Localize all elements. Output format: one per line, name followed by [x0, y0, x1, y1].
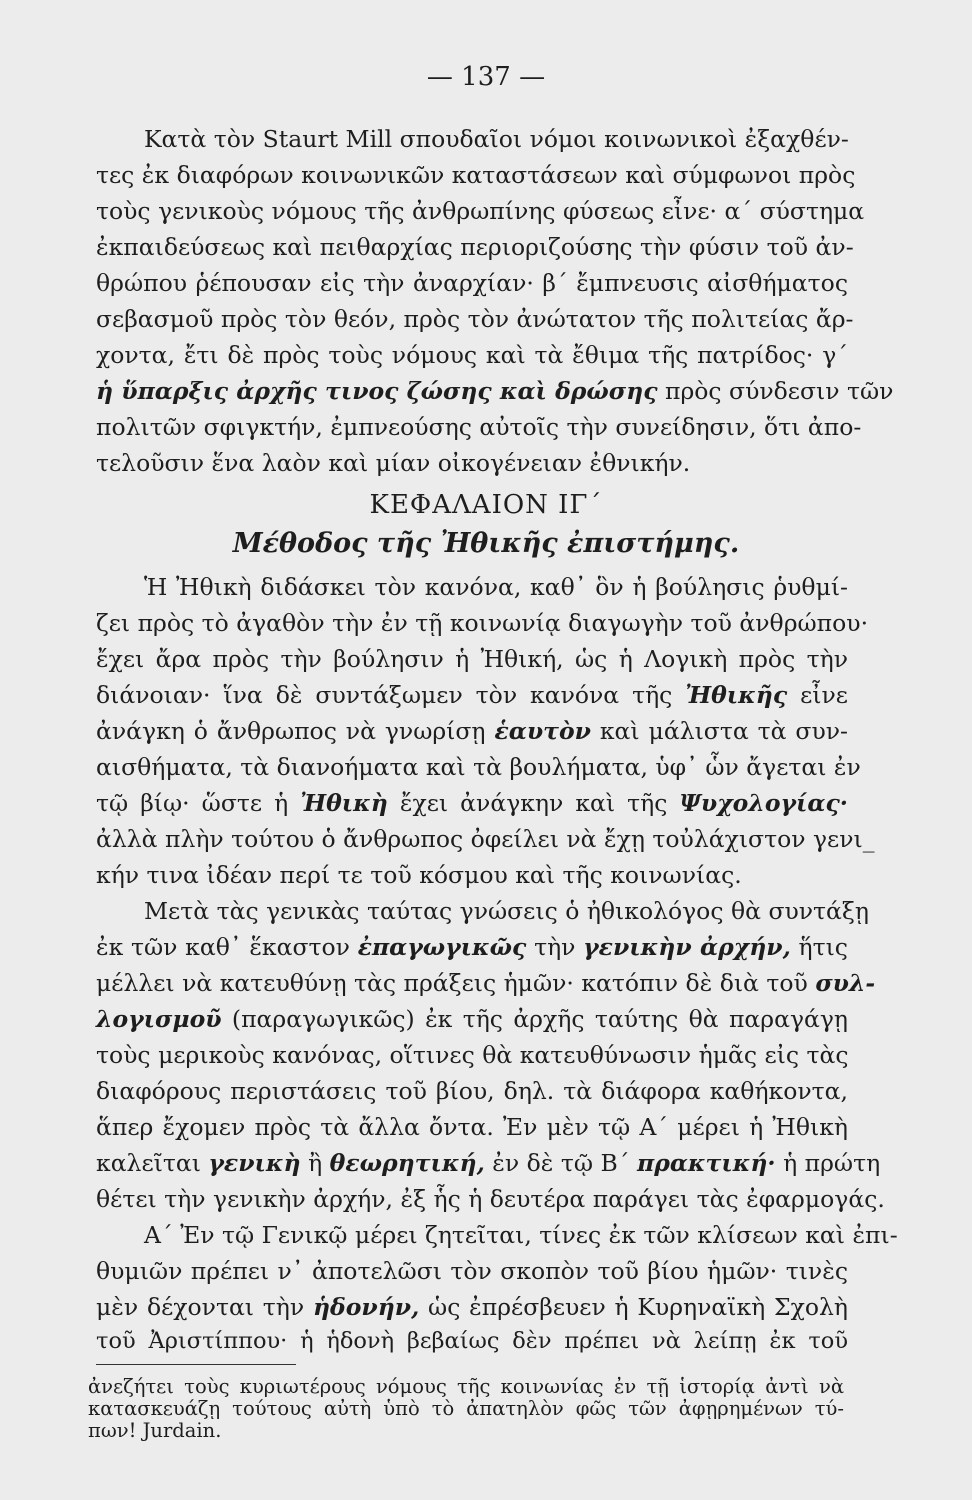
text-line: ἐκπαιδεύσεως καὶ πειθαρχίας περιοριζούσης τὴν φύσιν τοῦ ἀν- [96, 233, 854, 261]
emphasized-text: ἡδονήν, [312, 1293, 420, 1321]
emphasized-text: ἐπαγωγικῶς [357, 933, 527, 961]
text-line: ἔχει ἄρα πρὸς τὴν βούλησιν ἡ Ἠθική, ὡς ἡ Λογικὴ πρὸς τὴν [96, 645, 848, 673]
chapter-title: Μέθοδος τῆς Ἠθικῆς ἐπιστήμης. [232, 528, 740, 559]
text-line: Α΄ Ἐν τῷ Γενικῷ μέρει ζητεῖται, τίνες ἐκ τῶν κλίσεων καὶ ἐπι- [144, 1221, 898, 1249]
emphasized-text: συλ- [815, 969, 876, 997]
text-line: διαφόρους περιστάσεις τοῦ βίου, δηλ. τὰ διάφορα καθήκοντα, [96, 1077, 848, 1105]
text-line: κήν τινα ἰδέαν περί τε τοῦ κόσμου καὶ τῆς κοινωνίας. [96, 861, 742, 889]
text-line: τοὺς μερικοὺς κανόνας, οἵτινες θὰ κατευθύνωσιν ἡμᾶς εἰς τὰς [96, 1041, 849, 1069]
footnote-line: ἀνεζήτει τοὺς κυριωτέρους νόμους τῆς κοινωνίας ἐν τῇ ἱστορίᾳ ἀντὶ νὰ [88, 1375, 844, 1398]
text-line: διάνοιαν· ἵνα δὲ συντάξωμεν τὸν κανόνα τῆς Ἠθικῆς εἶνε [96, 681, 848, 709]
text-line: μέλλει νὰ κατευθύνῃ τὰς πράξεις ἡμῶν· κατόπιν δὲ διὰ τοῦ συλ- [96, 969, 876, 997]
emphasized-text: Ψυχολογίας· [679, 789, 848, 817]
text-line: λογισμοῦ (παραγωγικῶς) ἐκ τῆς ἀρχῆς ταύτης θὰ παραγάγῃ [96, 1005, 848, 1033]
emphasized-text: ἑαυτὸν [494, 717, 591, 745]
emphasized-text: Ἠθικὴ [300, 789, 388, 817]
text-line: θέτει τὴν γενικὴν ἀρχήν, ἐξ ἧς ἡ δευτέρα παράγει τὰς ἐφαρμογάς. [96, 1185, 885, 1213]
text-line: Μετὰ τὰς γενικὰς ταύτας γνώσεις ὁ ἠθικολόγος θὰ συντάξῃ [144, 897, 869, 925]
page-number: — 137 — [426, 62, 546, 92]
emphasized-text: θεωρητική, [329, 1149, 485, 1177]
footnote-line: κατασκευάζῃ τούτους αὐτὴ ὑπὸ τὸ ἀπατηλὸν φῶς τῶν ἀφῃρημένων τύ- [88, 1397, 844, 1420]
text-line: ἐκ τῶν καθ᾽ ἕκαστον ἐπαγωγικῶς τὴν γενικὴν ἀρχήν, ἥτις [96, 933, 848, 961]
emphasized-text: πρακτική· [637, 1149, 776, 1177]
footnote-rule [96, 1364, 296, 1365]
text-line: ἀλλὰ πλὴν τούτου ὁ ἄνθρωπος ὀφείλει νὰ ἔχῃ τοὐλάχιστον γενι_ [96, 825, 875, 853]
text-line: χοντα, ἔτι δὲ πρὸς τοὺς νόμους καὶ τὰ ἔθιμα τῆς πατρίδος· γ΄ [96, 341, 848, 369]
text-line: Ἡ Ἠθικὴ διδάσκει τὸν κανόνα, καθ᾽ ὃν ἡ βούλησις ῥυθμί- [144, 573, 848, 601]
text-line: θρώπου ῥέπουσαν εἰς τὴν ἀναρχίαν· β΄ ἔμπνευσις αἰσθήματος [96, 269, 848, 297]
text-line: ἡ ὕπαρξις ἀρχῆς τινος ζώσης καὶ δρώσης πρὸς σύνδεσιν τῶν [96, 377, 894, 405]
text-line: θυμιῶν πρέπει ν᾽ ἀποτελῶσι τὸν σκοπὸν τοῦ βίου ἡμῶν· τινὲς [96, 1257, 848, 1285]
text-line: καλεῖται γενικὴ ἢ θεωρητική, ἐν δὲ τῷ Β΄ πρακτική· ἡ πρώτη [96, 1149, 881, 1177]
emphasized-text: ἡ ὕπαρξις ἀρχῆς τινος ζώσης καὶ δρώσης [96, 377, 658, 405]
text-line: τες ἐκ διαφόρων κοινωνικῶν καταστάσεων καὶ σύμφωνοι πρὸς [96, 161, 856, 189]
emphasized-text: γενικὴ [208, 1149, 301, 1177]
text-line: ἅπερ ἔχομεν πρὸς τὰ ἄλλα ὄντα. Ἐν μὲν τῷ Α΄ μέρει ἡ Ἠθικὴ [96, 1113, 848, 1141]
chapter-heading: ΚΕΦΑΛΑΙΟΝ ΙΓ΄ [369, 490, 603, 520]
text-line: τῷ βίῳ· ὥστε ἡ Ἠθικὴ ἔχει ἀνάγκην καὶ τῆς Ψυχολογίας· [96, 789, 848, 817]
emphasized-text: γενικὴν ἀρχήν, [583, 933, 791, 961]
emphasized-text: λογισμοῦ [96, 1005, 222, 1033]
text-line: τοῦ Ἀριστίππου· ἡ ἡδονὴ βεβαίως δὲν πρέπει νὰ λείπῃ ἐκ τοῦ [96, 1328, 848, 1354]
text-line: πολιτῶν σφιγκτήν, ἐμπνεούσης αὐτοῖς τὴν συνείδησιν, ὅτι ἀπο- [96, 413, 862, 441]
text-line: τοὺς γενικοὺς νόμους τῆς ἀνθρωπίνης φύσεως εἶνε· α΄ σύστημα [96, 197, 865, 225]
text-line: ἀνάγκη ὁ ἄνθρωπος νὰ γνωρίσῃ ἑαυτὸν καὶ μάλιστα τὰ συν- [96, 717, 848, 745]
text-line: Κατὰ τὸν Staurt Mill σπουδαῖοι νόμοι κοινωνικοὶ ἐξαχθέν- [144, 125, 849, 153]
text-line: ζει πρὸς τὸ ἀγαθὸν τὴν ἐν τῇ κοινωνίᾳ διαγωγὴν τοῦ ἀνθρώπου· [96, 609, 869, 637]
text-line: μὲν δέχονται τὴν ἡδονήν, ὡς ἐπρέσβευεν ἡ Κυρηναϊκὴ Σχολὴ [96, 1293, 848, 1321]
emphasized-text: Ἠθικῆς [685, 681, 788, 709]
text-line: σεβασμοῦ πρὸς τὸν θεόν, πρὸς τὸν ἀνώτατον τῆς πολιτείας ἄρ- [96, 305, 854, 333]
footnote-line: πων! Jurdain. [88, 1419, 222, 1442]
text-line: τελοῦσιν ἕνα λαὸν καὶ μίαν οἰκογένειαν ἐθνικήν. [96, 449, 691, 477]
text-line: αισθήματα, τὰ διανοήματα καὶ τὰ βουλήματα, ὑφ᾽ ὧν ἄγεται ἐν [96, 753, 861, 781]
